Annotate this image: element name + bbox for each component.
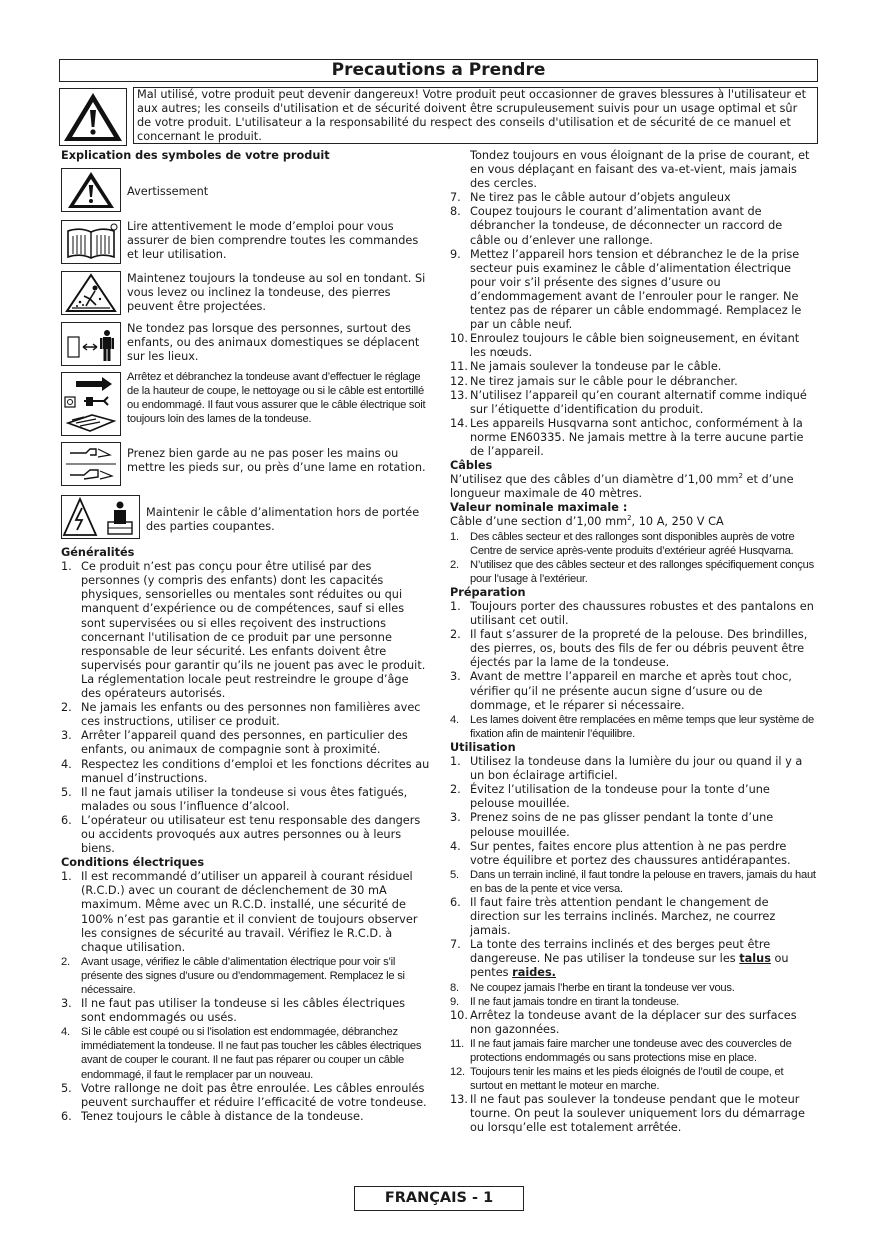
manual-book-icon (61, 220, 121, 264)
symbols-heading: Explication des symboles de votre produit (61, 149, 330, 162)
warning-triangle-icon (60, 89, 126, 145)
flying-debris-icon (61, 271, 121, 315)
list-item-continued: Tondez toujours en vous éloignant de la prise de courant, et en vous déplaçant en faisant des va-et-vient, mais jamais des cercles. (470, 149, 810, 191)
list-item: 8. Coupez toujours le courant d’alimentation avant de débrancher la tondeuse, de déconnecter un raccord de câble ou d’enlever une rallonge. (450, 205, 783, 247)
symbol-row (61, 372, 431, 442)
warning-intro: Mal utilisé, votre produit peut devenir dangereux! Votre produit peut occasionner de graves blessures à l'utilisateur et aux autres; les conseils d'utilisation et de sécurité doivent être scrupuleusement suivis pour un usage optimal et sûr de votre produit. L'utilisateur a la responsabilité du respect des conseils d'utilisation et de sécurité de ce manuel et concernant le produit. (133, 87, 818, 144)
list-item: 6. Tenez toujours le câble à distance de la tondeuse. (61, 1109, 364, 1123)
utilisation-list (450, 755, 816, 1136)
list-item: 2. Il faut s’assurer de la propreté de la pelouse. Des brindilles, des pierres, os, bouts des fils de fer ou débris peuvent être éjectés par la lame de la tondeuse. (450, 628, 808, 670)
list-item: 3. Arrêter l’appareil quand des personnes, en particulier des enfants, ou animaux de compagnie sont à proximité. (61, 729, 408, 757)
cable-away-from-blades-icon (61, 495, 140, 539)
preparation-heading: Préparation (450, 585, 526, 599)
symbol-row (61, 442, 431, 495)
rotating-blade-hands-feet-icon (61, 442, 121, 486)
symbol-text: Avertissement (127, 185, 209, 199)
conditions-heading: Conditions électriques (61, 856, 205, 870)
list-item: 5. Dans un terrain incliné, il faut tondre la pelouse en travers, jamais du haut en bas de la pente et vice versa. (450, 868, 816, 895)
symbol-row (61, 495, 431, 546)
list-item: 1. Utilisez la tondeuse dans la lumière du jour ou quand il y a un bon éclairage artificiel. (450, 755, 803, 783)
list-item: 4. Sur pentes, faites encore plus attention à ne pas perdre votre équilibre et portez des chaussures antidérapantes. (450, 839, 791, 867)
list-item: 3. Prenez soins de ne pas glisser pendant la tonte d’une pelouse mouillée. (450, 811, 774, 839)
nominal-heading: Valeur nominale maximale : (450, 501, 628, 515)
list-item: 5. Il ne faut jamais utiliser la tondeuse si vous êtes fatigués, malades ou sous l’influence d’alcool. (61, 785, 408, 813)
list-item: 13. Il ne faut pas soulever la tondeuse pendant que le moteur tourne. On peut la soulever uniquement lors du démarrage ou lorsqu’elle est totalement arrêtée. (450, 1093, 805, 1135)
right-column (450, 149, 816, 1136)
list-item: 12. Toujours tenir les mains et les pieds éloignés de l’outil de coupe, et surtout en mettant le moteur en marche. (450, 1066, 784, 1093)
symbol-text: Maintenir le câble d’alimentation hors de portée des parties coupantes. (146, 506, 420, 534)
symbol-text: Ne tondez pas lorsque des personnes, surtout des enfants, ou des animaux domestiques se déplacent sur les lieux. (127, 322, 420, 364)
symbol-text: Maintenez toujours la tondeuse au sol en tondant. Si vous levez ou inclinez la tondeuse, des pierres peuvent être projectées. (127, 272, 426, 314)
list-item: 6. Il faut faire très attention pendant le changement de direction sur les terrains inclinés. Marchez, ne courrez jamais. (450, 895, 776, 938)
list-item: 4. Si le câble est coupé ou si l’isolation est endommagée, débranchez immédiatement la tondeuse. Il ne faut pas toucher les câbles électriques avant de couper le courant. Il ne faut pas réparer ou couper un câble endommagé, il faut le remplacer par un nouveau. (61, 1026, 422, 1081)
cables-heading: Câbles (450, 459, 493, 473)
list-item: 10. Enroulez toujours le câble bien soigneusement, en évitant les nœuds. (450, 332, 800, 360)
list-item: 8. Ne coupez jamais l’herbe en tirant la tondeuse ver vous. (450, 981, 735, 994)
generalites-heading: Généralités (61, 546, 135, 560)
list-item: 2. Ne jamais les enfants ou des personnes non familières avec ces instructions, utiliser ce produit. (61, 701, 421, 729)
page-title: Precautions a Prendre (59, 59, 818, 82)
page-footer: FRANÇAIS - 1 (354, 1186, 524, 1211)
list-item: 7. Ne tirez pas le câble autour d’objets anguleux (450, 191, 731, 205)
list-item: 10. Arrêtez la tondeuse avant de la déplacer sur des surfaces non gazonnées. (450, 1008, 797, 1036)
list-item: 3. Il ne faut pas utiliser la tondeuse si les câbles électriques sont endommagés ou usés. (61, 997, 406, 1025)
list-item: 4. Les lames doivent être remplacées en même temps que leur système de fixation afin de maintenir l’équilibre. (450, 713, 814, 740)
left-column (61, 149, 431, 1124)
conditions-list-left (61, 870, 431, 1124)
warning-icon-frame (59, 88, 127, 146)
conditions-list-right (450, 149, 816, 459)
list-item: 3. Avant de mettre l’appareil en marche et après tout choc, vérifier qu’il ne présente aucun signe d’usure ou de dommage, et le réparer si nécessaire. (450, 670, 792, 712)
symbol-row (61, 163, 431, 218)
cables-text: N’utilisez que des câbles d’un diamètre d’1,00 $mm^2$ et d’une longueur maximale de 40 mètres. (450, 472, 794, 501)
warning-triangle-icon (61, 168, 121, 212)
list-item: 1. Toujours porter des chaussures robustes et des pantalons en utilisant cet outil. (450, 600, 814, 628)
list-item: 11. Il ne faut jamais faire marcher une tondeuse avec des couvercles de protections endommagés ou sans protections mise en place. (450, 1037, 792, 1064)
utilisation-heading: Utilisation (450, 740, 516, 754)
symbol-row (61, 270, 431, 322)
nominal-list (450, 530, 816, 586)
list-item: 2. Avant usage, vérifiez le câble d’alimentation électrique pour voir s’il présente des signes d’usure ou d’endommagement. Remplacez le si nécessaire. (61, 955, 405, 996)
symbol-row (61, 218, 431, 270)
list-item: 13. N’utilisez l’appareil qu’en courant alternatif comme indiqué sur l’étiquette d’identification du produit. (450, 388, 807, 416)
list-item: 5. Votre rallonge ne doit pas être enroulée. Les câbles enroulés peuvent surchauffer et réduire l’efficacité de votre tondeuse. (61, 1081, 427, 1109)
symbol-text: Arrêtez et débranchez la tondeuse avant d’effectuer le réglage de la hauteur de coupe, le nettoyage ou si le câble est entortillé ou endommagé. Il faut vous assurer que le câble électrique soit toujours loin des lames de la tondeuse. (127, 371, 426, 426)
symbol-row (61, 322, 431, 372)
nominal-text: Câble d’une section d’1,00 $mm^2$, 10 A, 250 V CA (450, 514, 724, 529)
list-item: 11. Ne jamais soulever la tondeuse par le câble. (450, 360, 722, 374)
generalites-list (61, 560, 431, 856)
list-item: 9. Mettez l’appareil hors tension et débranchez le de la prise secteur puis examinez le câble d’alimentation électrique pour voir s’il présente des signes d’usure ou d’endommagement avant de l’enrouler pour le ranger. Ne tentez pas de réparer un câble endommagé. Remplacez le par un câble neuf. (450, 247, 802, 332)
list-item: 12. Ne tirez jamais sur le câble pour le débrancher. (450, 374, 738, 388)
symbol-text: Prenez bien garde au ne pas poser les mains ou mettre les pieds sur, ou près d’une lame en rotation. (127, 447, 426, 475)
list-item: 4. Respectez les conditions d’emploi et les fonctions décrites au manuel d’instructions. (61, 757, 430, 785)
symbol-text: Lire attentivement le mode d’emploi pour vous assurer de bien comprendre toutes les commandes et leur utilisation. (127, 220, 419, 262)
list-item: 7. La tonte des terrains inclinés et des berges peut être dangereuse. Ne pas utiliser la tondeuse sur les talus ou pentes raides. (450, 938, 789, 980)
preparation-list (450, 600, 816, 741)
keep-distance-icon (61, 322, 121, 366)
list-item: 14. Les appareils Husqvarna sont antichoc, conformément à la norme EN60335. Ne jamais mettre à la terre aucune partie de l’appareil. (450, 416, 804, 458)
list-item: 2. N’utilisez que des câbles secteur et des rallonges spécifiquement conçus pour l’usage à l’extérieur. (450, 558, 814, 585)
list-item: 2. Évitez l’utilisation de la tondeuse pour la tonte d’une pelouse mouillée. (450, 783, 770, 811)
list-item: 1. Des câbles secteur et des rallonges sont disponibles auprès de votre Centre de service après-vente produits d’extérieur agréé Husqvarna. (450, 530, 795, 557)
list-item: 9. Il ne faut jamais tondre en tirant la tondeuse. (450, 995, 680, 1008)
list-item: 1. Il est recommandé d’utiliser un appareil à courant résiduel (R.C.D.) avec un courant de déclenchement de 30 mA maximum. Même avec un R.C.D. installé, une sécurité de 100% n’est pas garantie et il convient de toujours observer les consignes de sécurité au travail. Vérifiez le R.C.D. à chaque utilisation. (61, 870, 418, 954)
list-item: 6. L’opérateur ou utilisateur est tenu responsable des dangers ou accidents provoqués aux autres personnes ou à leurs biens. (61, 813, 421, 856)
list-item: 1. Ce produit n’est pas conçu pour être utilisé par des personnes (y compris des enfants) dont les capacités physiques, sensorielles ou mentales sont réduites ou qui manquent d’expérience ou de compétences, sauf si elles sont supervisées ou si elles reçoivent des instructions concernant l'utilisation de ce produit par une personne responsable de leur sécurité. Les enfants doivent être supervisés pour garantir qu’ils ne jouent pas avec le produit. La réglementation locale peut restreindre le groupe d’âge des opérateurs autorisés. (61, 560, 426, 701)
unplug-before-maintenance-icon (61, 372, 121, 436)
